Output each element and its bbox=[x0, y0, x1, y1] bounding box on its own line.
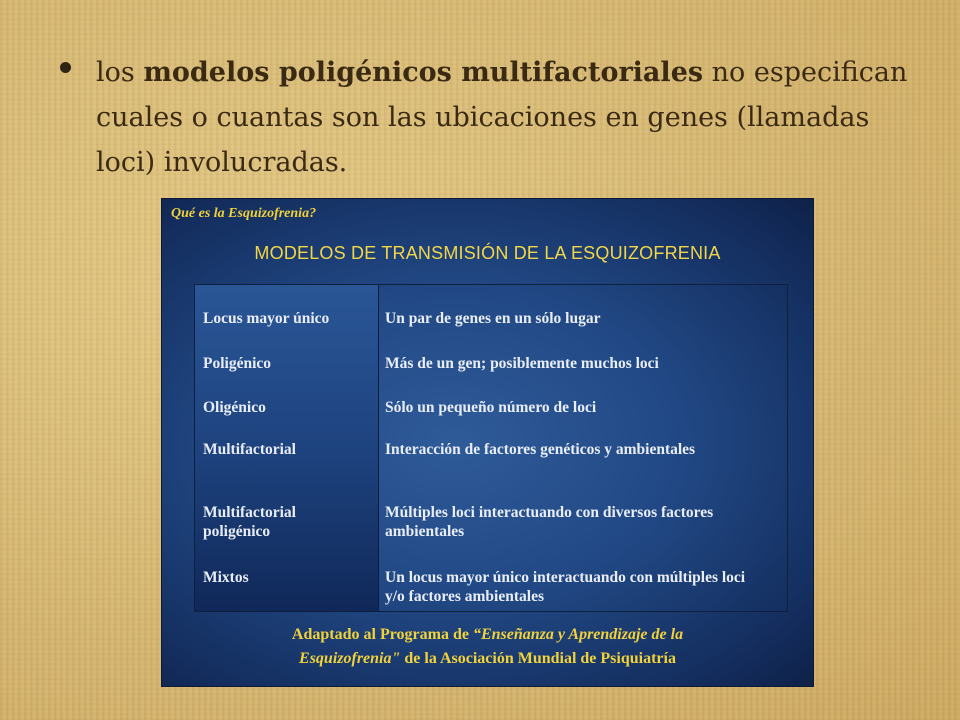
term-cell: Locus mayor único bbox=[203, 310, 330, 327]
footer-line-1 bbox=[162, 623, 813, 647]
footer-line-2-italic: Esquizofrenia" bbox=[299, 650, 401, 667]
definition-cell: Interacción de factores genéticos y ambientales bbox=[385, 441, 696, 458]
embedded-slide-image bbox=[162, 199, 813, 686]
term-cell: Multifactorial bbox=[203, 441, 296, 458]
footer-line-2 bbox=[162, 647, 813, 671]
slide-tag: Qué es la Esquizofrenia? bbox=[171, 206, 317, 221]
term-cell: Multifactorial poligénico bbox=[203, 504, 296, 540]
transmission-models-table bbox=[194, 284, 788, 612]
term-cell: Poligénico bbox=[203, 355, 272, 372]
definition-cell: Un par de genes en un sólo lugar bbox=[385, 310, 601, 327]
slide-title: MODELOS DE TRANSMISIÓN DE LA ESQUIZOFRENIA bbox=[254, 243, 721, 263]
definition-cell: Múltiples loci interactuando con diversos factores ambientales bbox=[385, 504, 714, 540]
terms-column bbox=[195, 285, 379, 611]
term-cell: Mixtos bbox=[203, 569, 249, 586]
footer-line-1-italic: “Enseñanza y Aprendizaje de la bbox=[472, 626, 684, 643]
definition-cell: Sólo un pequeño número de loci bbox=[385, 399, 597, 416]
bullet-text-bold: modelos poligénicos multifactoriales bbox=[143, 57, 704, 88]
definition-cell: Un locus mayor único interactuando con múltiples loci y/o factores ambientales bbox=[385, 569, 746, 605]
term-cell: Oligénico bbox=[203, 399, 266, 416]
bullet-text-post: no especifican cuales o cuantas son las ubicaciones en genes (llamadas loci) involucradas. bbox=[96, 57, 908, 178]
bullet-text-pre: los bbox=[96, 57, 144, 88]
footer-line-1-text: Adaptado al Programa de bbox=[291, 626, 473, 643]
definitions-column bbox=[379, 285, 787, 611]
slide-footer bbox=[162, 623, 813, 671]
definition-cell: Más de un gen; posiblemente muchos loci bbox=[385, 355, 659, 372]
bullet-point bbox=[56, 50, 916, 185]
bullet-text bbox=[96, 50, 916, 185]
footer-line-2-text: de la Asociación Mundial de Psiquiatría bbox=[400, 650, 676, 667]
bullet-dot bbox=[60, 62, 71, 73]
